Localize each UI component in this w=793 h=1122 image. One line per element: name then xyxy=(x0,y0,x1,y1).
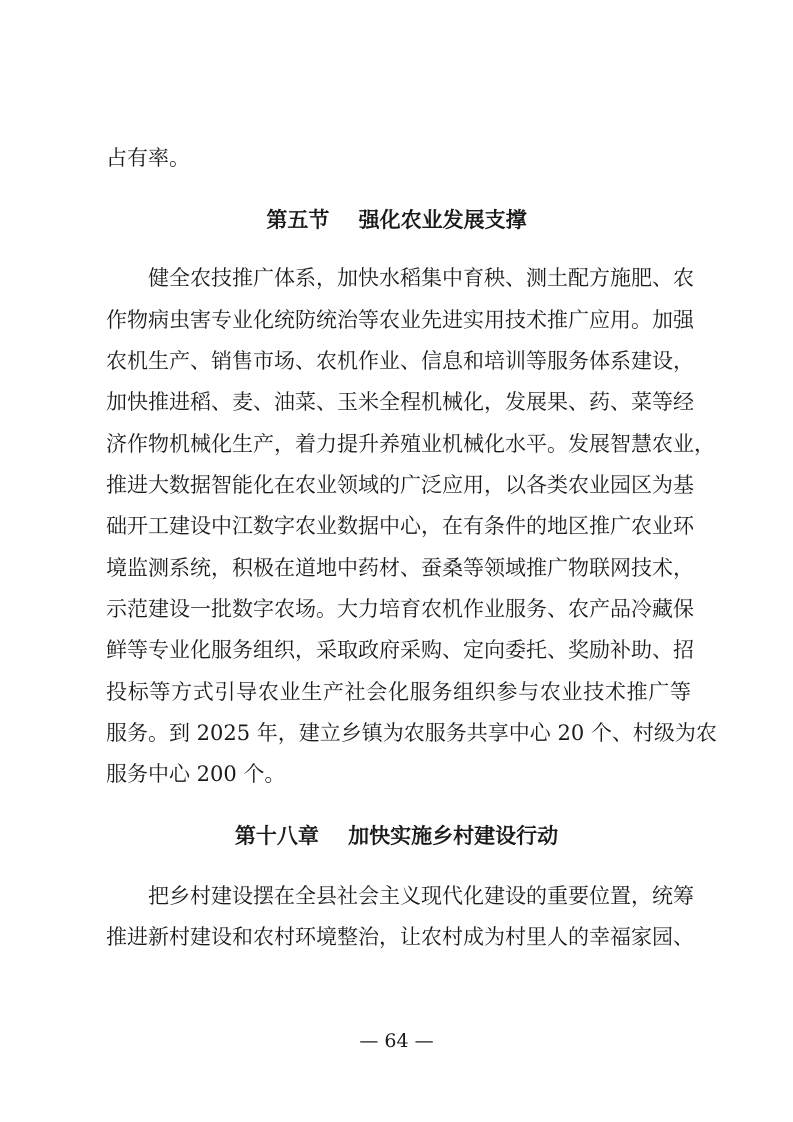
text-line: 济作物机械化生产，着力提升养殖业机械化水平。发展智慧农业， xyxy=(106,432,715,456)
text-line: 推进新村建设和农村环境整治，让农村成为村里人的幸福家园、 xyxy=(106,925,694,949)
text-line: 服务中心 200 个。 xyxy=(106,762,286,786)
text-line: 础开工建设中江数字农业数据中心，在有条件的地区推广农业环 xyxy=(106,514,694,538)
text-line: 作物病虫害专业化统防统治等农业先进实用技术推广应用。加强 xyxy=(106,308,694,332)
section-heading: 第五节 强化农业发展支撑 xyxy=(266,208,527,232)
chapter-heading: 第十八章 加快实施乡村建设行动 xyxy=(234,824,559,848)
text-line: 服务。到 2025 年，建立乡镇为农服务共享中心 20 个、村级为农 xyxy=(106,721,717,745)
text-line: 鲜等专业化服务组织，采取政府采购、定向委托、奖励补助、招 xyxy=(106,638,694,662)
page-number: — 64 — xyxy=(359,1030,434,1052)
text-line: 推进大数据智能化在农业领域的广泛应用，以各类农业园区为基 xyxy=(106,473,694,497)
text-line: 示范建设一批数字农场。大力培育农机作业服务、农产品冷藏保 xyxy=(106,597,694,621)
text-line: 把乡村建设摆在全县社会主义现代化建设的重要位置，统筹 xyxy=(148,884,694,908)
text-line: 加快推进稻、麦、油菜、玉米全程机械化，发展果、药、菜等经 xyxy=(106,390,694,414)
text-line: 占有率。 xyxy=(106,146,190,170)
text-line: 农机生产、销售市场、农机作业、信息和培训等服务体系建设， xyxy=(106,349,694,373)
text-line: 境监测系统，积极在道地中药材、蚕桑等领域推广物联网技术， xyxy=(106,556,694,580)
text-line: 健全农技推广体系，加快水稻集中育秧、测土配方施肥、农 xyxy=(148,266,694,290)
text-line: 投标等方式引导农业生产社会化服务组织参与农业技术推广等 xyxy=(106,680,691,704)
